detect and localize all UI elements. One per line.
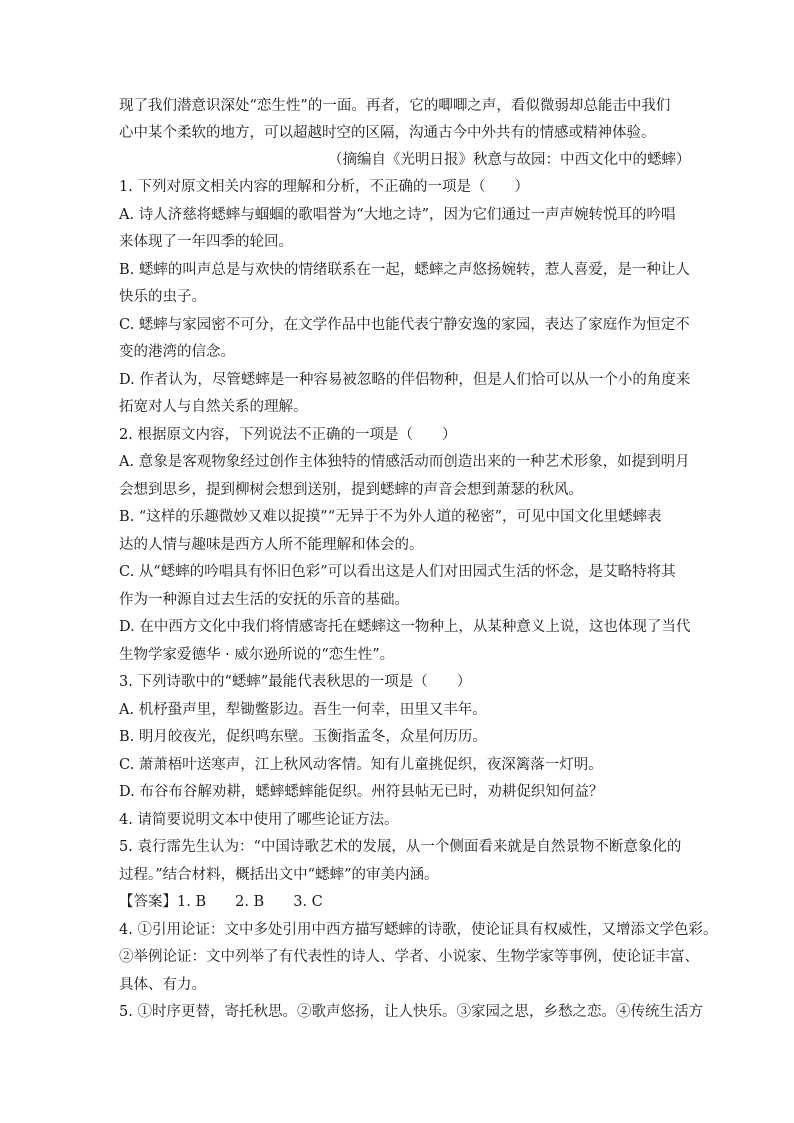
- q3-option-b: B. 明月皎夜光，促织鸣东壁。玉衡指孟冬，众星何历历。: [119, 729, 487, 745]
- q3-option-c: C. 萧萧梧叶送寒声，江上秋风动客情。知有儿童挑促织，夜深篱落一灯明。: [119, 757, 603, 773]
- answer-4-line-1: 4. ①引用论证：文中多处引用中西方描写蟋蟀的诗歌，使论证具有权威性，又增添文学色彩。: [119, 922, 718, 938]
- answer-4-line-3: 具体、有力。: [119, 977, 206, 993]
- q3-option-d: D. 布谷布谷解劝耕，蟋蟀蟋蟀能促织。州符县帖无已时，劝耕促织知何益？: [119, 784, 604, 800]
- q3-option-a: A. 机杼蛩声里，犁锄鳖影边。吾生一何幸，田里又丰年。: [119, 702, 487, 718]
- source-citation: （摘编自《光明日报》秋意与故园：中西文化中的蟋蟀）: [328, 152, 691, 168]
- q2-option-c-line-1: C. 从“蟋蟀的吟唱具有怀旧色彩”可以看出这是人们对田园式生活的怀念，是艾略特将其: [119, 564, 676, 580]
- question-2-stem: 2. 根据原文内容，下列说法不正确的一项是（ ）: [119, 427, 457, 443]
- q2-option-b-line-1: B. “这样的乐趣微妙又难以捉摸”“无异于不为外人道的秘密”，可见中国文化里蟋蟀表: [119, 509, 662, 525]
- q1-option-a-line-2: 来体现了一年四季的轮回。: [119, 234, 293, 250]
- question-5-line-2: 过程。”结合材料，概括出文中“蟋蟀”的审美内涵。: [119, 867, 439, 883]
- question-5-line-1: 5. 袁行霈先生认为：“中国诗歌艺术的发展，从一个侧面看来就是自然景物不断意象化的: [119, 839, 682, 855]
- q2-option-a-line-1: A. 意象是客观物象经过创作主体独特的情感活动而创造出来的一种艺术形象，如提到明月: [119, 454, 690, 470]
- answer-5-line-1: 5. ①时序更替，寄托秋思。②歌声悠扬，让人快乐。③家园之思，乡愁之恋。④传统生活方: [119, 1004, 703, 1020]
- q1-option-d-line-2: 拓宽对人与自然关系的理解。: [119, 399, 308, 415]
- q2-option-a-line-2: 会想到思乡，提到柳树会想到送别，提到蟋蟀的声音会想到萧瑟的秋风。: [119, 482, 583, 498]
- passage-line-2: 心中某个柔软的地方，可以超越时空的区隔，沟通古今中外共有的情感或精神体验。: [119, 125, 656, 141]
- q2-option-c-line-2: 作为一种源自过去生活的安抚的乐音的基础。: [119, 592, 409, 608]
- q1-option-d-line-1: D. 作者认为，尽管蟋蟀是一种容易被忽略的伴侣物种，但是人们恰可以从一个小的角度来: [119, 372, 691, 388]
- q1-option-a-line-1: A. 诗人济慈将蟋蟀与蝈蝈的歌唱誉为“大地之诗”，因为它们通过一声声婉转悦耳的吟唱: [119, 207, 676, 223]
- q2-option-b-line-2: 达的人情与趣味是西方人所不能理解和体会的。: [119, 537, 424, 553]
- q1-option-c-line-1: C. 蟋蟀与家园密不可分，在文学作品中也能代表宁静安逸的家园，表达了家庭作为恒定不: [119, 317, 690, 333]
- question-3-stem: 3. 下列诗歌中的“蟋蟀”最能代表秋思的一项是（ ）: [119, 674, 472, 690]
- passage-line-1: 现了我们潜意识深处“恋生性”的一面。再者，它的唧唧之声，看似微弱却总能击中我们: [119, 98, 671, 114]
- q2-option-d-line-2: 生物学家爱德华 · 威尔逊所说的“恋生性”。: [119, 647, 395, 663]
- q1-option-c-line-2: 变的港湾的信念。: [119, 344, 235, 360]
- answer-key: 【答案】1. B 2. B 3. C: [119, 894, 323, 910]
- q2-option-d-line-1: D. 在中西方文化中我们将情感寄托在蟋蟀这一物种上，从某种意义上说，这也体现了当代: [119, 619, 691, 635]
- question-1-stem: 1. 下列对原文相关内容的理解和分析，不正确的一项是（ ）: [119, 179, 529, 195]
- q1-option-b-line-2: 快乐的虫子。: [119, 289, 206, 305]
- q1-option-b-line-1: B. 蟋蟀的叫声总是与欢快的情绪联系在一起，蟋蟀之声悠扬婉转，惹人喜爱，是一种让人: [119, 262, 690, 278]
- question-4: 4. 请简要说明文本中使用了哪些论证方法。: [119, 812, 399, 828]
- answer-4-line-2: ②举例论证：文中列举了有代表性的诗人、学者、小说家、生物学家等事例，使论证丰富、: [119, 949, 699, 965]
